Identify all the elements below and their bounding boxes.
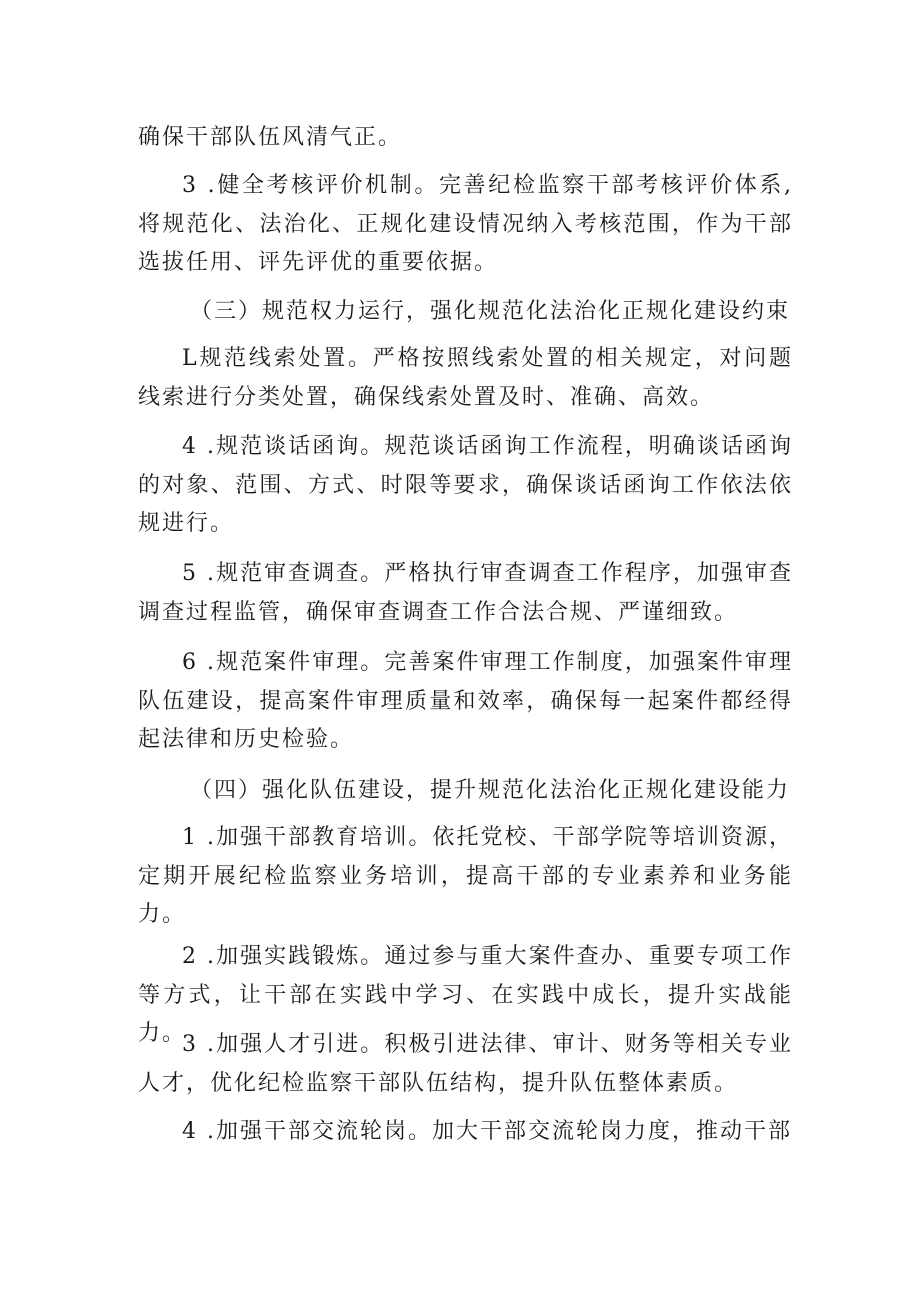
- paragraph-continuation: 确保干部队伍风清气正。: [138, 125, 403, 150]
- paragraph-case-trial: 6 .规范案件审理。完善案件审理工作制度，加强案件审理队伍建设，提高案件审理质量和效率，确保每一起案件都经得起法律和历史检验。: [138, 650, 793, 752]
- paragraph-clue-handling: L规范线索处置。严格按照线索处置的相关规定，对问题线索进行分类处置，确保线索处置及时、准确、高效。: [138, 346, 793, 410]
- paragraph-talent-introduction: 3 .加强人才引进。积极引进法律、审计、财务等相关专业人才，优化纪检监察干部队伍结构，提升队伍整体素质。: [138, 1032, 793, 1096]
- paragraph-interview-inquiry: 4 .规范谈话函询。规范谈话函询工作流程，明确谈话函询的对象、范围、方式、时限等要求，确保谈话函询工作依法依规进行。: [138, 434, 793, 536]
- section-heading-three: （三）规范权力运行，强化规范化法治化正规化建设约束: [190, 299, 791, 324]
- paragraph-job-rotation: 4 .加强干部交流轮岗。加大干部交流轮岗力度，推动干部: [182, 1119, 792, 1144]
- paragraph-practice: 2 .加强实践锻炼。通过参与重大案件查办、重要专项工作等方式，让干部在实践中学习、在实践中成长，提升实战能力。: [138, 944, 793, 1046]
- paragraph-investigation: 5 .规范审查调查。严格执行审查调查工作程序，加强审查调查过程监管，确保审查调查工作合法合规、严谨细致。: [138, 561, 793, 625]
- paragraph-assessment-mechanism: 3 .健全考核评价机制。完善纪检监察干部考核评价体系,将规范化、法治化、正规化建设情况纳入考核范围，作为干部选拔任用、评先评优的重要依据。: [138, 173, 793, 275]
- section-heading-four: （四）强化队伍建设，提升规范化法治化正规化建设能力: [190, 778, 791, 803]
- paragraph-education-training: 1 .加强干部教育培训。依托党校、干部学院等培训资源，定期开展纪检监察业务培训，提高干部的专业素养和业务能力。: [138, 825, 793, 927]
